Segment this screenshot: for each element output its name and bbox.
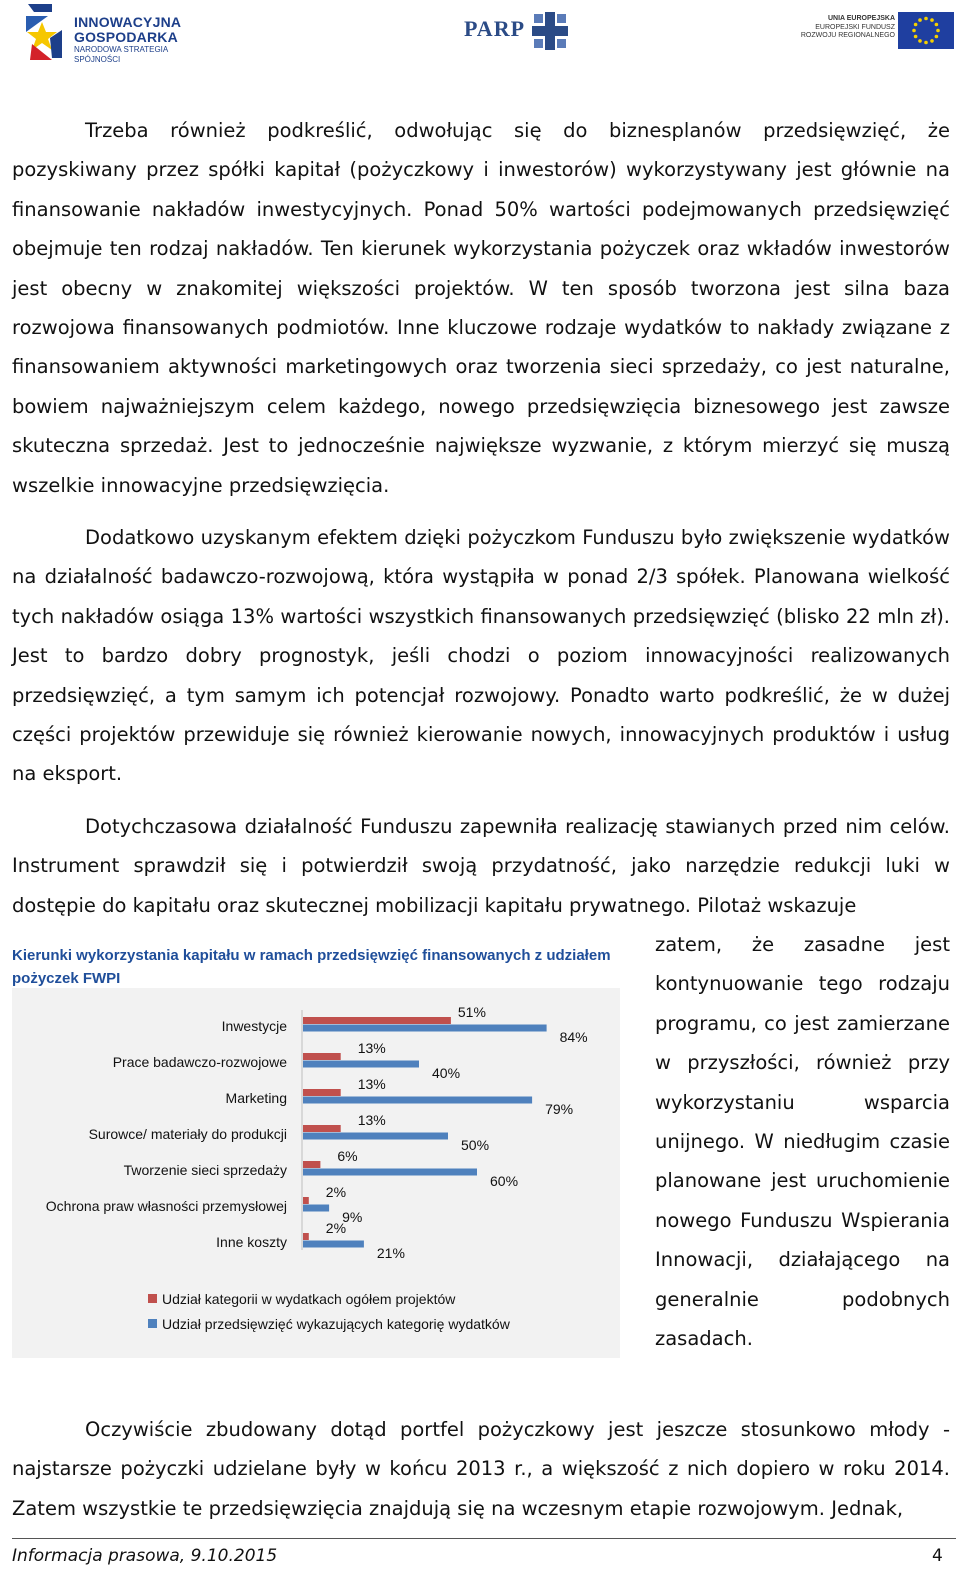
bar-series-1 [303, 1233, 309, 1240]
legend-swatch-red [148, 1294, 157, 1303]
legend-label-series-1: Udział kategorii w wydatkach ogółem projektów [162, 1291, 456, 1307]
paragraph-4: Oczywiście zbudowany dotąd portfel pożyczkowy jest jeszcze stosunkowo młody - najstarsze pożyczki udzielane były w końcu 2013 r., a większość z nich dopiero w roku 2014. Zatem wszystkie te przedsięwzięcia znajdują się na wczesnym etapie rozwojowym. Jednak, [12, 1418, 950, 1520]
data-label-series-2: 21% [376, 1244, 405, 1261]
data-label-series-2: 84% [559, 1028, 588, 1045]
paragraph-1: Trzeba również podkreślić, odwołując się do biznesplanów przedsięwzięć, że pozyskiwany przez spółki kapitał (pożyczkowy i inwestorów) wykorzystywany jest głównie na finansowanie nakładów inwestycyjnych. Ponad 50% wartości podejmowanych przedsięwzięć obejmuje ten rodzaj nakładów. Ten kierunek wykorzystania pożyczek oraz wkładów inwestorów jest obecny w znakomitej większości projektów. W ten sposób tworzona jest silna baza rozwojowa finansowanych podmiotów. Inne kluczowe rodzaje wydatków to nakłady związane z finansowaniem aktywności marketingowych oraz tworzenia sieci sprzedaży, co jest naturalne, bowiem najważniejszym celem każdego, nowego przedsięwzięcia biznesowego jest zawsze skuteczna sprzedaż. Jest to jednocześnie największe wyzwanie, z którym mierzyć się muszą wszelkie innowacyjne przedsięwzięcia. [12, 119, 950, 497]
paragraph-2: Dodatkowo uzyskanym efektem dzięki pożyczkom Funduszu było zwiększenie wydatków na działalność badawczo-rozwojową, która wystąpiła w ponad 2/3 spółek. Planowana wielkość tych nakładów osiąga 13% wartości wszystkich finansowanych przedsięwzięć (blisko 22 mln zł). Jest to bardzo dobry prognostyk, jeśli chodzi o poziom innowacyjności realizowanych przedsięwzięć, a tym samym ich potencjał rozwojowy. Ponadto warto podkreślić, że w dużej części projektów przewiduje się również kierowanie nowych, innowacyjnych produktów i usług na eksport. [12, 526, 950, 786]
data-label-series-1: 2% [325, 1220, 347, 1236]
data-label-series-2: 9% [342, 1208, 363, 1225]
bar-series-1 [303, 1053, 341, 1060]
category-label: Prace badawczo-rozwojowe [112, 1054, 287, 1070]
chart-title: Kierunki wykorzystania kapitału w ramach przedsięwzięć finansowanych z udziałem pożyczek FWPI [12, 947, 611, 987]
legend-label-series-2: Udział przedsięwzięć wykazujących kategorię wydatków [162, 1316, 510, 1332]
category-label: Tworzenie sieci sprzedaży [123, 1162, 287, 1178]
bar-series-2 [303, 1169, 477, 1176]
bar-chart-plot [12, 988, 620, 1258]
legend-item-series-1 [148, 1291, 455, 1307]
eu-star [936, 29, 940, 33]
legend-swatch-blue [148, 1319, 157, 1328]
eu-flag-icon [898, 12, 954, 49]
parp-logo-text: PARP [464, 16, 526, 41]
category-label: Inne koszty [216, 1234, 287, 1250]
star-icon [22, 2, 72, 60]
eu-star [935, 35, 939, 39]
parp-logo [464, 10, 574, 52]
eu-logo [800, 12, 956, 52]
data-label-series-1: 13% [357, 1040, 386, 1056]
paragraph-3: Dotychczasowa działalność Funduszu zapewniła realizację stawianych przed nim celów. Instrument sprawdził się i potwierdził swoją przydatność, jako narzędzie redukcji luki w dostępie do kapitału oraz skutecznej mobilizacji kapitału prywatnego. Pilotaż wskazuje [12, 815, 950, 917]
bar-series-1 [303, 1161, 320, 1168]
bar-series-2 [303, 1205, 329, 1212]
category-label: Surowce/ materiały do produkcji [88, 1126, 287, 1142]
bar-series-1 [303, 1089, 341, 1096]
logo-right-line1: UNIA EUROPEJSKA [827, 15, 895, 22]
eu-star [912, 29, 916, 33]
bar-series-2 [303, 1061, 419, 1068]
innowacyjna-gospodarka-logo [22, 2, 212, 64]
page-number: 4 [932, 1546, 943, 1566]
logo-left-line3: NARODOWA STRATEGIA SPÓJNOŚCI [74, 45, 168, 64]
bar-series-1 [303, 1017, 451, 1024]
bar-series-2 [303, 1025, 547, 1032]
eu-star [918, 18, 922, 22]
data-label-series-2: 40% [432, 1064, 461, 1081]
page-header [0, 0, 960, 62]
eu-star [924, 17, 928, 21]
bar-series-2 [303, 1097, 532, 1104]
footer-text: Informacja prasowa, 9.10.2015 [12, 1546, 278, 1566]
data-label-series-2: 60% [490, 1172, 519, 1189]
data-label-series-1: 13% [357, 1076, 386, 1092]
data-label-series-1: 2% [325, 1184, 347, 1200]
legend-item-series-2 [148, 1316, 510, 1332]
bar-series-1 [303, 1197, 309, 1204]
paragraph-3-continued: zatem, że zasadne jest kontynuowanie tego rodzaju programu, co jest zamierzane w przyszłości, również przy wykorzystaniu wsparcia unijnego. W niedługim czasie planowane jest uruchomienie nowego Funduszu Wspierania Innowacji, działającego na generalnie podobnych zasadach. [655, 933, 950, 1351]
data-label-series-2: 79% [545, 1100, 574, 1117]
eu-star [930, 18, 934, 22]
parp-emblem-icon [532, 12, 568, 50]
category-label: Inwestycje [221, 1018, 287, 1034]
category-label: Ochrona praw własności przemysłowej [45, 1198, 287, 1214]
category-label: Marketing [225, 1090, 287, 1106]
eu-star [914, 23, 918, 27]
logo-right-line3: ROZWOJU REGIONALNEGO [800, 32, 895, 39]
logo-right-line2: EUROPEJSKI FUNDUSZ [815, 23, 895, 31]
eu-star [930, 39, 934, 43]
eu-star [935, 23, 939, 27]
logo-left-line2: GOSPODARKA [74, 29, 178, 45]
bar-series-2 [303, 1241, 364, 1248]
eu-star [918, 39, 922, 43]
logo-left-line1: INNOWACYJNA [74, 14, 182, 30]
eu-star [924, 41, 928, 45]
data-label-series-1: 13% [357, 1112, 386, 1128]
data-label-series-1: 51% [457, 1004, 486, 1020]
eu-star [914, 35, 918, 39]
bar-chart [12, 988, 620, 1358]
data-label-series-1: 6% [337, 1148, 358, 1164]
data-label-series-2: 50% [461, 1136, 490, 1153]
bar-series-2 [303, 1133, 448, 1140]
bar-series-1 [303, 1125, 341, 1132]
footer-divider [12, 1538, 956, 1539]
